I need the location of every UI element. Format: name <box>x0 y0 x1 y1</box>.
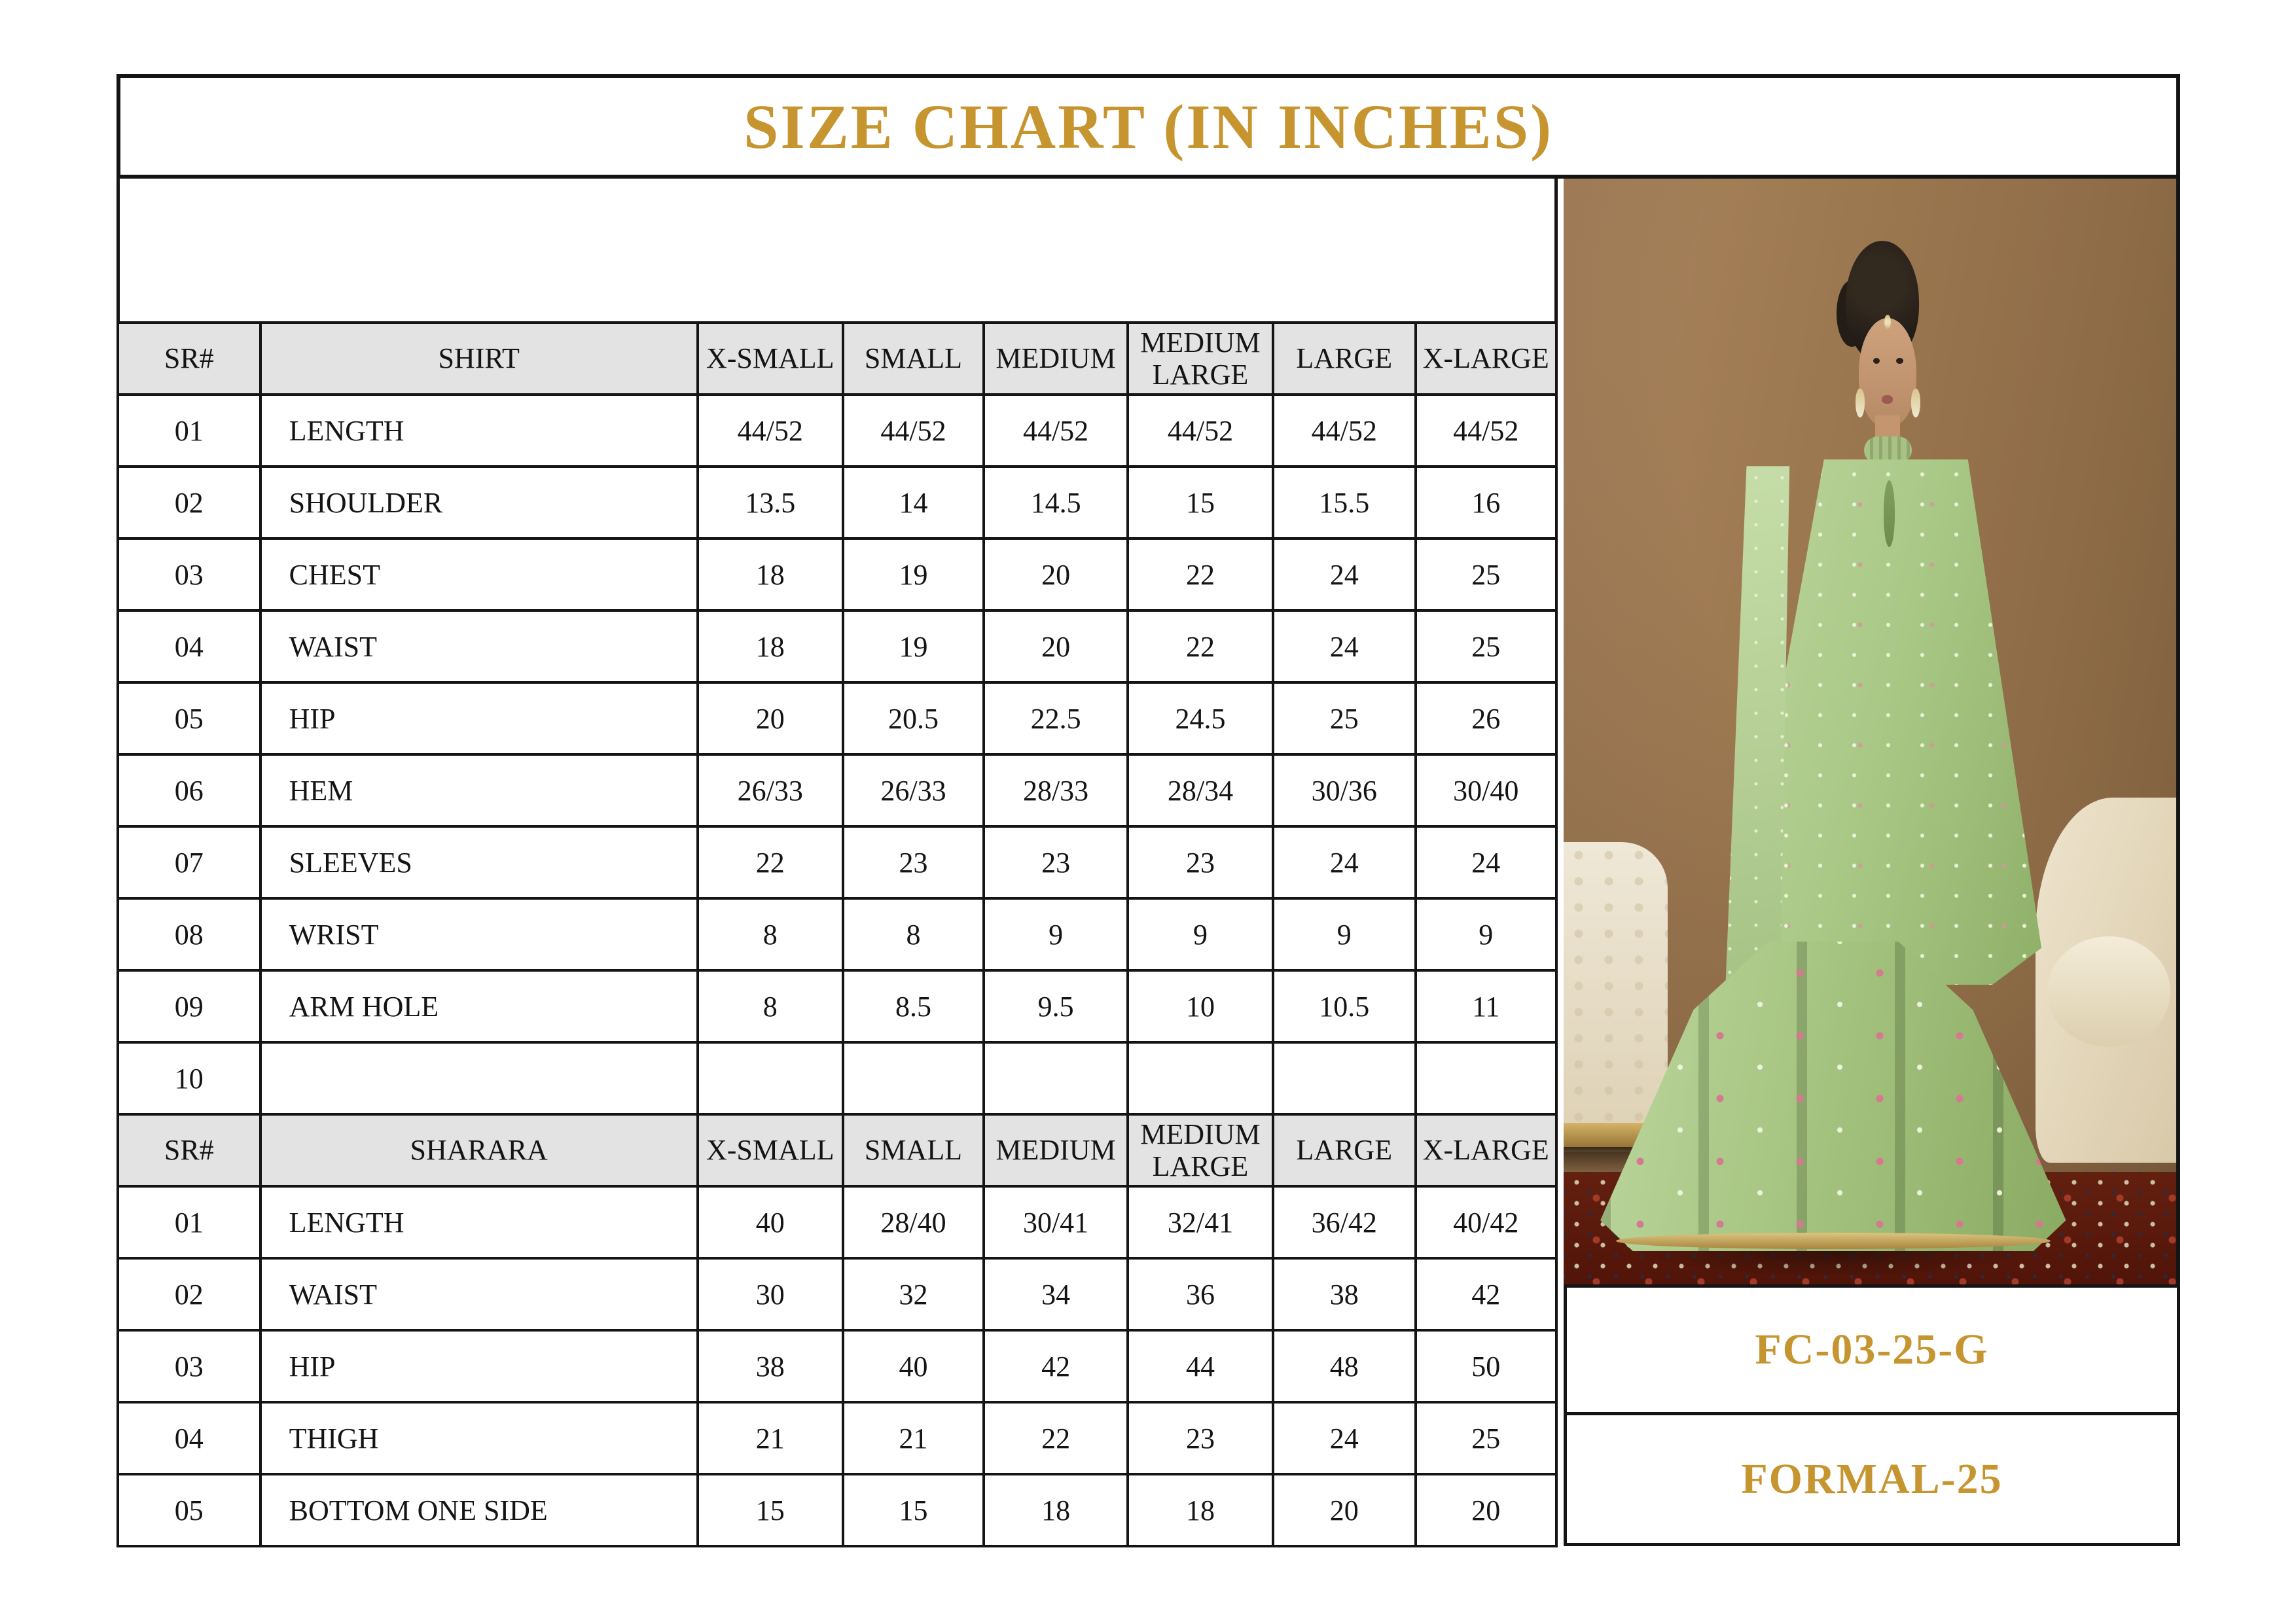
earring-shape <box>1856 389 1865 417</box>
size-value-cell: 10 <box>1128 970 1273 1042</box>
size-value-cell: 9 <box>984 898 1128 970</box>
size-value-cell: 24 <box>1416 826 1556 898</box>
measure-label-cell: THIGH <box>260 1402 698 1474</box>
maang-tikka-jewel-shape <box>1884 315 1890 329</box>
table-row <box>118 898 1556 970</box>
size-value-cell: 11 <box>1416 970 1556 1042</box>
product-code-cell <box>1564 1284 2180 1415</box>
size-value-cell: 23 <box>1128 1402 1273 1474</box>
size-value-cell: 30/40 <box>1416 754 1556 826</box>
size-value-cell: 26/33 <box>843 754 984 826</box>
size-value-cell: 18 <box>984 1474 1128 1546</box>
table-row <box>118 754 1556 826</box>
size-value-cell: 44/52 <box>843 395 984 467</box>
page-title: SIZE CHART (IN INCHES) <box>743 91 1554 162</box>
size-value-cell: 22 <box>698 826 843 898</box>
size-value-cell: 21 <box>698 1402 843 1474</box>
sr-cell: 03 <box>118 1330 260 1402</box>
size-value-cell: 25 <box>1416 1402 1556 1474</box>
size-value-cell: 36 <box>1128 1258 1273 1330</box>
sr-cell: 04 <box>118 1402 260 1474</box>
collection-cell <box>1564 1412 2180 1546</box>
header-cell: SR# <box>118 1114 260 1186</box>
sr-cell: 02 <box>118 1258 260 1330</box>
size-value-cell: 44/52 <box>698 395 843 467</box>
product-code: FC-03-25-G <box>1755 1326 1989 1373</box>
sr-cell: 03 <box>118 538 260 610</box>
size-value-cell: 25 <box>1416 610 1556 682</box>
size-value-cell: 42 <box>984 1330 1128 1402</box>
table-top-spacer <box>117 179 1558 321</box>
size-value-cell: 9 <box>1128 898 1273 970</box>
measure-label-cell: SHOULDER <box>260 467 698 538</box>
measure-label-cell <box>260 1042 698 1114</box>
measure-label-cell: SLEEVES <box>260 826 698 898</box>
size-value-cell: 23 <box>984 826 1128 898</box>
size-value-cell: 44/52 <box>984 395 1128 467</box>
size-value-cell <box>984 1042 1128 1114</box>
size-value-cell: 40/42 <box>1416 1186 1556 1258</box>
size-value-cell: 44/52 <box>1273 395 1416 467</box>
size-value-cell: 9.5 <box>984 970 1128 1042</box>
size-chart-table <box>117 321 1558 1547</box>
size-value-cell: 20 <box>1416 1474 1556 1546</box>
table-row <box>118 1474 1556 1546</box>
sr-cell: 08 <box>118 898 260 970</box>
shirt-table-section <box>118 323 1556 1114</box>
size-value-cell: 24 <box>1273 610 1416 682</box>
right-panel <box>1564 179 2180 1546</box>
size-value-cell: 24 <box>1273 826 1416 898</box>
size-value-cell: 18 <box>698 610 843 682</box>
model-face-shape <box>1859 318 1916 427</box>
table-row <box>118 1402 1556 1474</box>
size-value-cell: 18 <box>1128 1474 1273 1546</box>
size-value-cell: 19 <box>843 610 984 682</box>
size-value-cell: 15.5 <box>1273 467 1416 538</box>
size-value-cell: 28/40 <box>843 1186 984 1258</box>
table-row <box>118 1186 1556 1258</box>
header-cell: MEDIUM LARGE <box>1128 1114 1273 1186</box>
header-cell: X-LARGE <box>1416 1114 1556 1186</box>
size-value-cell: 30/36 <box>1273 754 1416 826</box>
size-value-cell: 9 <box>1273 898 1416 970</box>
size-value-cell: 20 <box>698 682 843 754</box>
header-cell: MEDIUM <box>984 1114 1128 1186</box>
header-cell: SR# <box>118 323 260 395</box>
size-value-cell: 23 <box>1128 826 1273 898</box>
measure-label-cell: HIP <box>260 682 698 754</box>
sharara-table-section <box>118 1114 1556 1546</box>
size-value-cell: 28/34 <box>1128 754 1273 826</box>
size-value-cell: 16 <box>1416 467 1556 538</box>
header-cell: MEDIUM <box>984 323 1128 395</box>
header-cell: X-SMALL <box>698 323 843 395</box>
measure-label-cell: WAIST <box>260 1258 698 1330</box>
sr-cell: 06 <box>118 754 260 826</box>
table-row <box>118 395 1556 467</box>
right-cushion-shape <box>2047 936 2170 1047</box>
size-value-cell: 44/52 <box>1128 395 1273 467</box>
size-value-cell: 20 <box>984 538 1128 610</box>
header-cell: LARGE <box>1273 323 1416 395</box>
model-eye-shape <box>1873 358 1880 364</box>
header-cell: MEDIUM LARGE <box>1128 323 1273 395</box>
size-value-cell: 32/41 <box>1128 1186 1273 1258</box>
measure-label-cell: HIP <box>260 1330 698 1402</box>
size-value-cell: 20.5 <box>843 682 984 754</box>
size-value-cell: 14.5 <box>984 467 1128 538</box>
size-value-cell <box>843 1042 984 1114</box>
table-row <box>118 467 1556 538</box>
size-value-cell: 14 <box>843 467 984 538</box>
size-value-cell: 26 <box>1416 682 1556 754</box>
size-value-cell: 8.5 <box>843 970 984 1042</box>
size-value-cell: 44 <box>1128 1330 1273 1402</box>
size-value-cell: 15 <box>698 1474 843 1546</box>
size-value-cell: 30/41 <box>984 1186 1128 1258</box>
table-row <box>118 682 1556 754</box>
size-value-cell: 19 <box>843 538 984 610</box>
size-value-cell <box>1128 1042 1273 1114</box>
size-value-cell: 22 <box>1128 538 1273 610</box>
size-value-cell <box>698 1042 843 1114</box>
size-value-cell: 36/42 <box>1273 1186 1416 1258</box>
header-cell: SHARARA <box>260 1114 698 1186</box>
size-value-cell: 25 <box>1416 538 1556 610</box>
size-value-cell: 22 <box>984 1402 1128 1474</box>
table-header-row <box>118 1114 1556 1186</box>
measure-label-cell: HEM <box>260 754 698 826</box>
size-value-cell: 22 <box>1128 610 1273 682</box>
size-value-cell: 34 <box>984 1258 1128 1330</box>
measure-label-cell: LENGTH <box>260 395 698 467</box>
size-value-cell <box>1416 1042 1556 1114</box>
sr-cell: 09 <box>118 970 260 1042</box>
measure-label-cell: LENGTH <box>260 1186 698 1258</box>
model-lips-shape <box>1882 395 1893 404</box>
size-value-cell: 20 <box>1273 1474 1416 1546</box>
size-value-cell: 8 <box>843 898 984 970</box>
size-value-cell: 13.5 <box>698 467 843 538</box>
sr-cell: 05 <box>118 1474 260 1546</box>
sr-cell: 07 <box>118 826 260 898</box>
header-cell: X-SMALL <box>698 1114 843 1186</box>
size-value-cell: 22.5 <box>984 682 1128 754</box>
size-value-cell: 40 <box>843 1330 984 1402</box>
size-value-cell: 50 <box>1416 1330 1556 1402</box>
header-cell: SHIRT <box>260 323 698 395</box>
size-value-cell: 8 <box>698 970 843 1042</box>
sr-cell: 01 <box>118 1186 260 1258</box>
measure-label-cell: CHEST <box>260 538 698 610</box>
table-row <box>118 1042 1556 1114</box>
size-value-cell: 9 <box>1416 898 1556 970</box>
table-row <box>118 610 1556 682</box>
measure-label-cell: ARM HOLE <box>260 970 698 1042</box>
size-value-cell: 24 <box>1273 538 1416 610</box>
size-value-cell: 20 <box>984 610 1128 682</box>
sr-cell: 02 <box>118 467 260 538</box>
table-block <box>117 179 1558 1547</box>
measure-label-cell: WRIST <box>260 898 698 970</box>
table-row <box>118 1330 1556 1402</box>
header-cell: SMALL <box>843 323 984 395</box>
size-value-cell: 38 <box>698 1330 843 1402</box>
size-value-cell: 15 <box>1128 467 1273 538</box>
size-value-cell: 8 <box>698 898 843 970</box>
size-value-cell <box>1273 1042 1416 1114</box>
size-value-cell: 44/52 <box>1416 395 1556 467</box>
size-value-cell: 42 <box>1416 1258 1556 1330</box>
collection-label: FORMAL-25 <box>1741 1455 2003 1503</box>
title-bar <box>117 74 2180 179</box>
size-value-cell: 10.5 <box>1273 970 1416 1042</box>
size-value-cell: 32 <box>843 1258 984 1330</box>
header-cell: X-LARGE <box>1416 323 1556 395</box>
table-row <box>118 1258 1556 1330</box>
sr-cell: 10 <box>118 1042 260 1114</box>
sr-cell: 05 <box>118 682 260 754</box>
gold-hem-shape <box>1616 1233 2051 1249</box>
header-cell: SMALL <box>843 1114 984 1186</box>
measure-label-cell: BOTTOM ONE SIDE <box>260 1474 698 1546</box>
size-value-cell: 26/33 <box>698 754 843 826</box>
size-value-cell: 24 <box>1273 1402 1416 1474</box>
size-value-cell: 15 <box>843 1474 984 1546</box>
measure-label-cell: WAIST <box>260 610 698 682</box>
sr-cell: 04 <box>118 610 260 682</box>
product-photo <box>1564 179 2180 1284</box>
size-value-cell: 24.5 <box>1128 682 1273 754</box>
size-value-cell: 25 <box>1273 682 1416 754</box>
table-header-row <box>118 323 1556 395</box>
table-row <box>118 538 1556 610</box>
size-value-cell: 38 <box>1273 1258 1416 1330</box>
size-value-cell: 28/33 <box>984 754 1128 826</box>
sr-cell: 01 <box>118 395 260 467</box>
size-value-cell: 30 <box>698 1258 843 1330</box>
keyhole-neckline-shape <box>1884 480 1895 546</box>
size-value-cell: 48 <box>1273 1330 1416 1402</box>
size-value-cell: 40 <box>698 1186 843 1258</box>
size-value-cell: 18 <box>698 538 843 610</box>
size-value-cell: 21 <box>843 1402 984 1474</box>
earring-shape <box>1911 389 1920 417</box>
size-value-cell: 23 <box>843 826 984 898</box>
model-eye-shape <box>1896 358 1903 364</box>
header-cell: LARGE <box>1273 1114 1416 1186</box>
table-row <box>118 826 1556 898</box>
table-row <box>118 970 1556 1042</box>
